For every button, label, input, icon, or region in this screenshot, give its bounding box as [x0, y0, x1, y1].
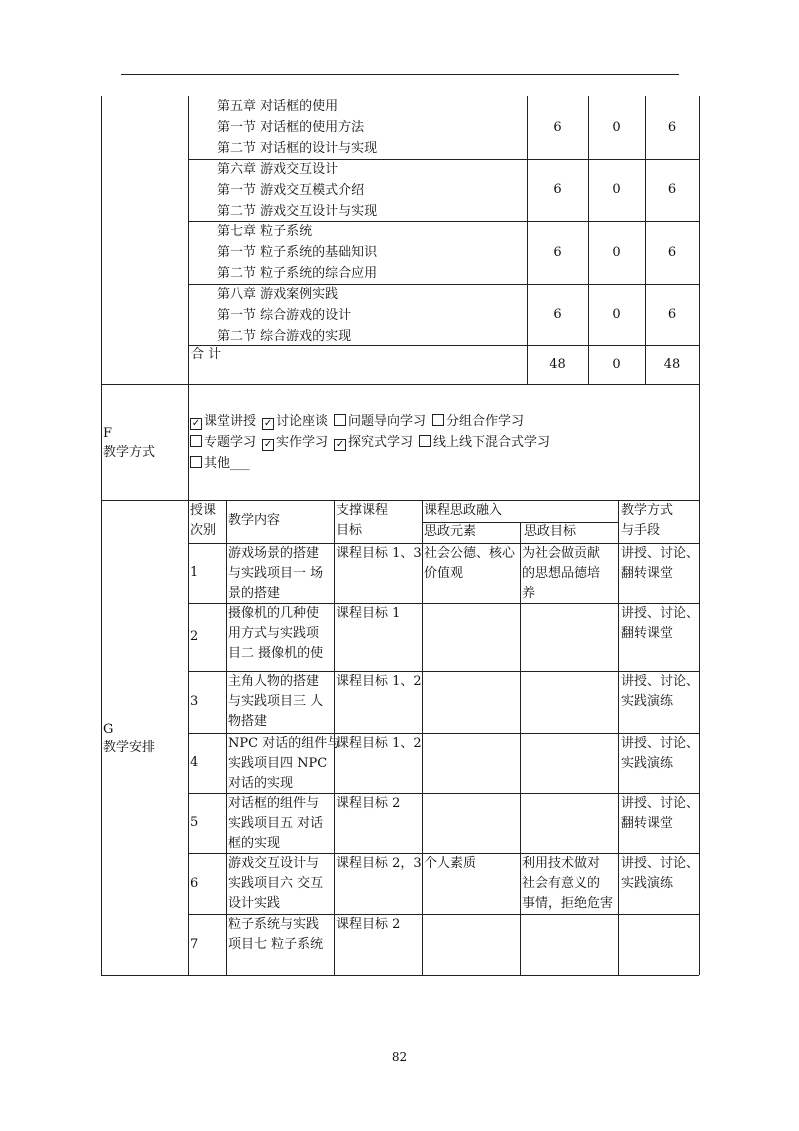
- session-method: 讲授、讨论、: [621, 856, 700, 871]
- session-content: 项目七 粒子系统: [228, 937, 324, 952]
- hours-theory: 6: [553, 244, 562, 260]
- total-theory: 48: [549, 357, 566, 372]
- method-option: [334, 433, 413, 453]
- session-objective: 课程目标 1、2: [336, 674, 422, 689]
- session-number: 4: [190, 755, 199, 770]
- session-content: NPC 对话的组件与: [228, 736, 341, 751]
- table-rule: [101, 975, 699, 976]
- session-number: 7: [190, 936, 199, 952]
- hours-theory: 6: [553, 182, 562, 197]
- section-title: 教学安排: [103, 740, 156, 755]
- session-objective: 课程目标 1、2: [336, 736, 422, 751]
- session-number: 2: [190, 629, 199, 644]
- chapter-line: 第二节 游戏交互设计与实现: [217, 204, 378, 219]
- session-content: 与实践项目一 场: [228, 566, 324, 581]
- chapter-line: 第二节 粒子系统的综合应用: [217, 266, 378, 281]
- method-label: 问题导向学习: [348, 414, 427, 429]
- session-method: 翻转课堂: [621, 816, 674, 831]
- table-rule: [188, 96, 189, 384]
- session-content: 实践项目六 交互: [228, 876, 324, 891]
- header-objective: 目标: [336, 523, 363, 538]
- session-goal: 的思想品德培: [522, 566, 601, 581]
- table-rule: [188, 384, 189, 500]
- table-rule: [588, 96, 589, 384]
- header-objective: 支撑课程: [336, 503, 389, 518]
- header-session: 授课: [190, 503, 217, 518]
- unchecked-box-icon: [419, 435, 431, 447]
- header-ideology: 课程思政融入: [424, 503, 503, 518]
- section-code: F: [103, 426, 113, 441]
- session-content: 实践项目五 对话: [228, 816, 324, 831]
- session-content: 主角人物的搭建: [228, 674, 320, 689]
- header-method: 教学方式: [621, 503, 674, 518]
- table-rule: [527, 96, 528, 384]
- method-label: 探究式学习: [348, 435, 414, 450]
- session-objective: 课程目标 2，3: [336, 856, 422, 871]
- methods-row: [190, 454, 256, 474]
- table-rule: [422, 500, 423, 975]
- method-option: [262, 433, 328, 453]
- chapter-line: 第八章 游戏案例实践: [217, 287, 339, 302]
- chapter-line: 第一节 粒子系统的基础知识: [217, 245, 378, 260]
- chapter-line: 第二节 综合游戏的实现: [217, 329, 352, 344]
- session-goal: 社会有意义的: [522, 876, 601, 891]
- method-label: 其他___: [204, 456, 250, 471]
- header-method: 与手段: [621, 523, 661, 538]
- method-label: 分组合作学习: [446, 414, 525, 429]
- session-content: 游戏场景的搭建: [228, 546, 320, 561]
- session-method: 实践演练: [621, 694, 674, 709]
- session-number: 3: [190, 694, 199, 709]
- session-content: 用方式与实践项: [228, 626, 320, 641]
- chapter-line: 第五章 对话框的使用: [217, 99, 339, 114]
- methods-row: [190, 433, 556, 453]
- session-method: 翻转课堂: [621, 626, 674, 641]
- table-rule: [226, 500, 227, 975]
- header-content: 教学内容: [228, 513, 281, 528]
- checked-box-icon: ✓: [263, 439, 273, 450]
- session-element: 个人素质: [424, 856, 477, 871]
- unchecked-box-icon: [432, 414, 444, 426]
- total-label: 合 计: [191, 347, 222, 362]
- hours-total: 6: [667, 306, 677, 322]
- method-label: 课堂讲授: [204, 414, 257, 429]
- method-option: [190, 454, 250, 474]
- session-content: 与实践项目三 人: [228, 694, 324, 709]
- session-objective: 课程目标 2: [336, 796, 401, 811]
- hours-total: 6: [667, 244, 677, 260]
- session-goal: 为社会做贡献: [522, 546, 601, 561]
- unchecked-box-icon: [190, 435, 202, 447]
- checked-box-icon: ✓: [191, 418, 201, 429]
- session-content: 对话框的组件与: [228, 796, 320, 811]
- chapter-line: 第二节 对话框的设计与实现: [217, 141, 378, 156]
- total-practice: 0: [612, 357, 621, 372]
- chapter-line: 第一节 对话框的使用方法: [217, 120, 365, 135]
- unchecked-box-icon: [334, 414, 346, 426]
- session-goal: 利用技术做对: [522, 856, 601, 871]
- method-option: [262, 412, 328, 432]
- checked-box-icon: ✓: [335, 439, 345, 450]
- session-method: 讲授、讨论、: [621, 736, 700, 751]
- table-rule: [699, 96, 700, 975]
- hours-theory: 6: [553, 119, 562, 135]
- session-method: 讲授、讨论、: [621, 606, 700, 621]
- header-rule: [121, 74, 679, 75]
- session-method: 讲授、讨论、: [621, 796, 700, 811]
- chapter-line: 第七章 粒子系统: [217, 224, 313, 239]
- session-method: 讲授、讨论、: [621, 546, 700, 561]
- session-content: 实践项目四 NPC: [228, 756, 328, 771]
- session-number: 5: [190, 815, 199, 830]
- method-label: 实作学习: [276, 435, 329, 450]
- header-merge-mask: [519, 501, 522, 522]
- session-method: 讲授、讨论、: [621, 674, 700, 689]
- session-objective: 课程目标 2: [336, 917, 401, 932]
- session-objective: 课程目标 1: [336, 606, 401, 621]
- table-rule: [520, 500, 521, 975]
- session-method: 实践演练: [621, 756, 674, 771]
- checked-box-icon: ✓: [263, 418, 273, 429]
- method-option: [432, 412, 524, 432]
- table-rule: [101, 96, 102, 975]
- table-rule: [645, 96, 646, 384]
- method-option: [190, 433, 256, 453]
- methods-row: [190, 412, 530, 432]
- hours-practice: 0: [612, 244, 621, 260]
- hours-practice: 0: [612, 182, 621, 197]
- session-content: 对话的实现: [228, 776, 294, 791]
- chapter-line: 第一节 游戏交互模式介绍: [217, 183, 365, 198]
- session-content: 景的搭建: [228, 586, 281, 601]
- table-rule: [618, 500, 619, 975]
- hours-total: 6: [667, 119, 677, 135]
- session-content: 设计实践: [228, 896, 281, 911]
- hours-total: 6: [667, 182, 677, 197]
- session-content: 摄像机的几种使: [228, 606, 320, 621]
- session-goal: 养: [522, 586, 536, 601]
- hours-practice: 0: [612, 306, 621, 322]
- session-content: 目二 摄像机的使: [228, 646, 324, 661]
- session-goal: 事情，拒绝危害: [522, 896, 614, 911]
- session-content: 物搭建: [228, 714, 268, 729]
- session-content: 游戏交互设计与: [228, 856, 320, 871]
- method-label: 讨论座谈: [276, 414, 329, 429]
- hours-practice: 0: [612, 119, 621, 135]
- session-number: 6: [190, 875, 199, 891]
- method-label: 专题学习: [204, 435, 257, 450]
- chapter-line: 第六章 游戏交互设计: [217, 162, 339, 177]
- section-title: 教学方式: [103, 445, 156, 460]
- header-goal: 思政目标: [524, 524, 577, 539]
- session-method: 实践演练: [621, 876, 674, 891]
- session-number: 1: [190, 565, 199, 580]
- method-option: [190, 412, 256, 432]
- session-element: 社会公德、核心: [424, 546, 516, 561]
- header-session: 次别: [190, 523, 217, 538]
- section-code: G: [103, 722, 114, 737]
- chapter-line: 第一节 综合游戏的设计: [217, 308, 352, 323]
- unchecked-box-icon: [190, 456, 202, 468]
- session-objective: 课程目标 1、3: [336, 546, 422, 561]
- table-rule: [188, 500, 189, 975]
- session-method: 翻转课堂: [621, 566, 674, 581]
- method-option: [334, 412, 426, 432]
- header-element: 思政元素: [424, 524, 477, 539]
- method-option: [419, 433, 550, 453]
- hours-theory: 6: [553, 306, 562, 322]
- total-total: 48: [663, 357, 681, 372]
- session-element: 价值观: [424, 566, 464, 581]
- session-content: 粒子系统与实践: [228, 917, 320, 932]
- table-rule: [101, 384, 699, 385]
- page-number: 82: [391, 1050, 408, 1064]
- method-label: 线上线下混合式学习: [433, 435, 551, 450]
- session-content: 框的实现: [228, 836, 281, 851]
